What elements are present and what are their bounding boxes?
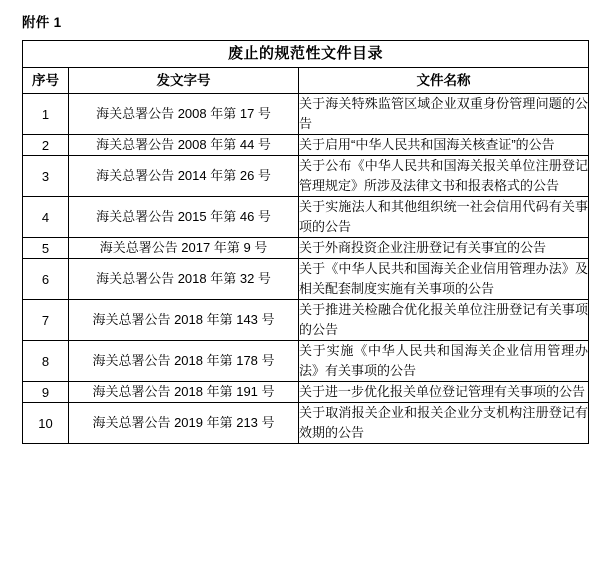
- table-row: [23, 300, 589, 341]
- row-document-name-text: 关于取消报关企业和报关企业分支机构注册登记有效期的公告: [299, 405, 589, 440]
- table-row: [23, 238, 589, 259]
- row-number: 2: [23, 135, 69, 156]
- row-number: 5: [23, 238, 69, 259]
- row-number: 6: [23, 259, 69, 300]
- row-document-name: [299, 259, 589, 300]
- row-document-name: [299, 300, 589, 341]
- row-document-number: 海关总署公告 2018 年第 143 号: [69, 300, 299, 341]
- row-document-name-text: 关于实施法人和其他组织统一社会信用代码有关事项的公告: [299, 199, 589, 234]
- table-row: [23, 156, 589, 197]
- row-document-number: 海关总署公告 2018 年第 178 号: [69, 341, 299, 382]
- table-row: [23, 94, 589, 135]
- table-header-row: [23, 68, 589, 94]
- row-document-name-text: 关于推进关检融合优化报关单位注册登记有关事项的公告: [299, 302, 589, 337]
- row-document-name-text: 关于实施《中华人民共和国海关企业信用管理办法》有关事项的公告: [299, 343, 589, 378]
- table-title-row: [23, 41, 589, 68]
- row-document-name-text: 关于启用“中华人民共和国海关核查证”的公告: [299, 137, 555, 152]
- row-document-name-text: 关于海关特殊监管区域企业双重身份管理问题的公告: [299, 96, 589, 131]
- row-document-name: [299, 403, 589, 444]
- row-document-name: [299, 135, 589, 156]
- table-row: [23, 403, 589, 444]
- row-document-number: 海关总署公告 2019 年第 213 号: [69, 403, 299, 444]
- attachment-label: 附件 1: [22, 15, 62, 30]
- table-row: [23, 382, 589, 403]
- row-document-name: [299, 382, 589, 403]
- row-document-name-text: 关于《中华人民共和国海关企业信用管理办法》及相关配套制度实施有关事项的公告: [299, 261, 589, 296]
- row-document-name-text: 关于公布《中华人民共和国海关报关单位注册登记管理规定》所涉及法律文书和报表格式的公告: [299, 158, 589, 193]
- row-document-number: 海关总署公告 2008 年第 17 号: [69, 94, 299, 135]
- row-number: 1: [23, 94, 69, 135]
- row-document-number: 海关总署公告 2014 年第 26 号: [69, 156, 299, 197]
- column-header-doc-no: 发文字号: [69, 68, 299, 94]
- row-document-number: 海关总署公告 2018 年第 32 号: [69, 259, 299, 300]
- row-number: 10: [23, 403, 69, 444]
- row-number: 8: [23, 341, 69, 382]
- row-document-name: [299, 197, 589, 238]
- row-document-name: [299, 156, 589, 197]
- row-number: 9: [23, 382, 69, 403]
- row-document-name: [299, 94, 589, 135]
- table-row: [23, 259, 589, 300]
- row-document-number: 海关总署公告 2015 年第 46 号: [69, 197, 299, 238]
- column-header-no: 序号: [23, 68, 69, 94]
- repealed-documents-table: [22, 40, 589, 444]
- row-document-name: [299, 341, 589, 382]
- table-row: [23, 197, 589, 238]
- row-document-number: 海关总署公告 2018 年第 191 号: [69, 382, 299, 403]
- column-header-doc-name: 文件名称: [299, 68, 589, 94]
- row-document-name-text: 关于进一步优化报关单位登记管理有关事项的公告: [299, 384, 586, 399]
- table-title: 废止的规范性文件目录: [23, 41, 589, 68]
- table-row: [23, 341, 589, 382]
- row-document-name: [299, 238, 589, 259]
- row-number: 7: [23, 300, 69, 341]
- table-row: [23, 135, 589, 156]
- row-document-name-text: 关于外商投资企业注册登记有关事宜的公告: [299, 240, 547, 255]
- row-document-number: 海关总署公告 2017 年第 9 号: [69, 238, 299, 259]
- row-document-number: 海关总署公告 2008 年第 44 号: [69, 135, 299, 156]
- row-number: 3: [23, 156, 69, 197]
- row-number: 4: [23, 197, 69, 238]
